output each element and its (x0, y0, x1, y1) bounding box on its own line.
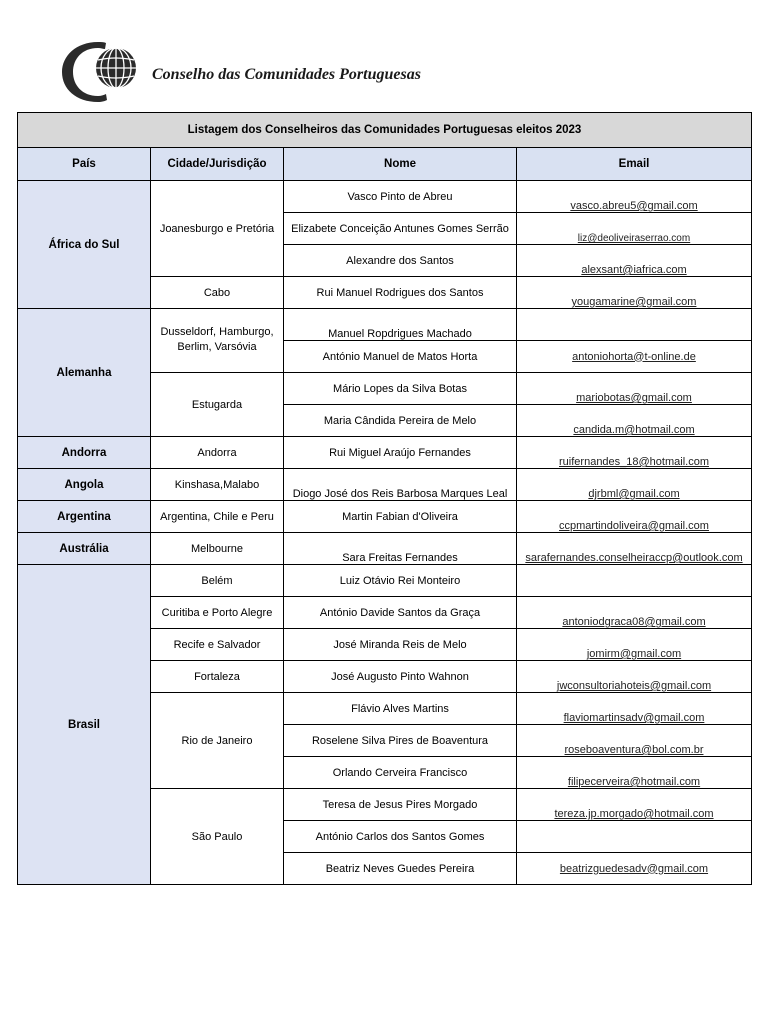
email-cell (517, 437, 752, 469)
email-cell (517, 277, 752, 309)
city-cell: Rio de Janeiro (151, 693, 284, 789)
email-cell (517, 725, 752, 757)
organization-name: Conselho das Comunidades Portuguesas (152, 66, 421, 83)
email-cell (517, 565, 752, 597)
country-cell: África do Sul (18, 181, 151, 309)
email-cell (517, 629, 752, 661)
email-link[interactable]: jwconsultoriahoteis@gmail.com (556, 680, 712, 692)
email-link[interactable]: ccpmartindoliveira@gmail.com (559, 520, 709, 532)
name-cell: Luiz Otávio Rei Monteiro (284, 565, 517, 597)
name-cell: José Miranda Reis de Melo (284, 629, 517, 661)
table-row (18, 437, 752, 469)
table-row (18, 501, 752, 533)
email-link[interactable]: djrbml@gmail.com (588, 488, 680, 500)
city-cell: Curitiba e Porto Alegre (151, 597, 284, 629)
email-link[interactable]: filipecerveira@hotmail.com (567, 776, 701, 788)
name-cell: Diogo José dos Reis Barbosa Marques Leal (284, 469, 517, 501)
name-cell: Vasco Pinto de Abreu (284, 181, 517, 213)
table-row (18, 533, 752, 565)
city-cell: Recife e Salvador (151, 629, 284, 661)
email-link[interactable]: candida.m@hotmail.com (573, 424, 695, 436)
email-link[interactable]: antoniodgraca08@gmail.com (562, 616, 706, 628)
table-row (18, 469, 752, 501)
email-cell (517, 757, 752, 789)
name-cell: Rui Miguel Araújo Fernandes (284, 437, 517, 469)
email-cell (517, 501, 752, 533)
email-link[interactable]: roseboaventura@bol.com.br (564, 744, 704, 756)
email-cell (517, 213, 752, 245)
email-link[interactable]: vasco.abreu5@gmail.com (570, 200, 698, 212)
name-cell: António Carlos dos Santos Gomes (284, 821, 517, 853)
table-row (18, 309, 752, 341)
city-cell: Argentina, Chile e Peru (151, 501, 284, 533)
name-cell: Sara Freitas Fernandes (284, 533, 517, 565)
email-link[interactable]: ruifernandes_18@hotmail.com (559, 456, 709, 468)
email-link[interactable]: tereza.jp.morgado@hotmail.com (554, 808, 714, 820)
email-cell (517, 821, 752, 853)
column-header-name: Nome (284, 148, 517, 181)
name-cell: Mário Lopes da Silva Botas (284, 373, 517, 405)
email-cell (517, 533, 752, 565)
city-cell: Melbourne (151, 533, 284, 565)
email-link[interactable]: mariobotas@gmail.com (576, 392, 692, 404)
email-link[interactable]: beatrizguedesadv@gmail.com (559, 862, 709, 875)
city-cell: Kinshasa,Malabo (151, 469, 284, 501)
email-cell (517, 373, 752, 405)
name-cell: Alexandre dos Santos (284, 245, 517, 277)
table-title: Listagem dos Conselheiros das Comunidades Portuguesas eleitos 2023 (18, 113, 752, 148)
name-cell: Beatriz Neves Guedes Pereira (284, 853, 517, 885)
email-cell (517, 341, 752, 373)
country-cell: Argentina (18, 501, 151, 533)
table-row (18, 181, 752, 213)
city-cell: Andorra (151, 437, 284, 469)
email-link[interactable]: liz@deoliveiraserrao.com (577, 233, 691, 244)
email-link[interactable]: alexsant@iafrica.com (581, 264, 687, 276)
city-cell: São Paulo (151, 789, 284, 885)
email-link[interactable]: yougamarine@gmail.com (571, 296, 697, 308)
country-cell: Angola (18, 469, 151, 501)
country-cell: Alemanha (18, 309, 151, 437)
city-cell: Joanesburgo e Pretória (151, 181, 284, 277)
name-cell: Elizabete Conceição Antunes Gomes Serrão (284, 213, 517, 245)
table-row (18, 565, 752, 597)
email-link[interactable]: antoniohorta@t-online.de (572, 350, 696, 363)
country-cell: Austrália (18, 533, 151, 565)
name-cell: Orlando Cerveira Francisco (284, 757, 517, 789)
column-header-email: Email (517, 148, 752, 181)
city-cell: Dusseldorf, Hamburgo, Berlim, Varsóvia (151, 309, 284, 373)
email-cell (517, 245, 752, 277)
ccp-logo (58, 36, 142, 106)
country-cell: Brasil (18, 565, 151, 885)
name-cell: Roselene Silva Pires de Boaventura (284, 725, 517, 757)
email-cell (517, 693, 752, 725)
name-cell: António Davide Santos da Graça (284, 597, 517, 629)
name-cell: Rui Manuel Rodrigues dos Santos (284, 277, 517, 309)
name-cell: José Augusto Pinto Wahnon (284, 661, 517, 693)
email-cell (517, 597, 752, 629)
email-cell (517, 789, 752, 821)
country-cell: Andorra (18, 437, 151, 469)
councillors-table (17, 112, 752, 885)
email-cell (517, 469, 752, 501)
name-cell: Maria Cândida Pereira de Melo (284, 405, 517, 437)
name-cell: Flávio Alves Martins (284, 693, 517, 725)
column-header-city: Cidade/Jurisdição (151, 148, 284, 181)
name-cell: António Manuel de Matos Horta (284, 341, 517, 373)
city-cell: Fortaleza (151, 661, 284, 693)
email-link[interactable]: jomirm@gmail.com (586, 648, 682, 660)
email-cell (517, 661, 752, 693)
email-link[interactable]: flaviomartinsadv@gmail.com (563, 712, 705, 724)
name-cell: Manuel Ropdrigues Machado (284, 309, 517, 341)
email-cell (517, 405, 752, 437)
email-cell (517, 181, 752, 213)
name-cell: Teresa de Jesus Pires Morgado (284, 789, 517, 821)
name-cell: Martin Fabian d'Oliveira (284, 501, 517, 533)
column-header-country: País (18, 148, 151, 181)
city-cell: Cabo (151, 277, 284, 309)
email-cell (517, 309, 752, 341)
email-link[interactable]: sarafernandes.conselheiraccp@outlook.com (525, 552, 743, 564)
email-cell (517, 853, 752, 885)
city-cell: Estugarda (151, 373, 284, 437)
city-cell: Belém (151, 565, 284, 597)
